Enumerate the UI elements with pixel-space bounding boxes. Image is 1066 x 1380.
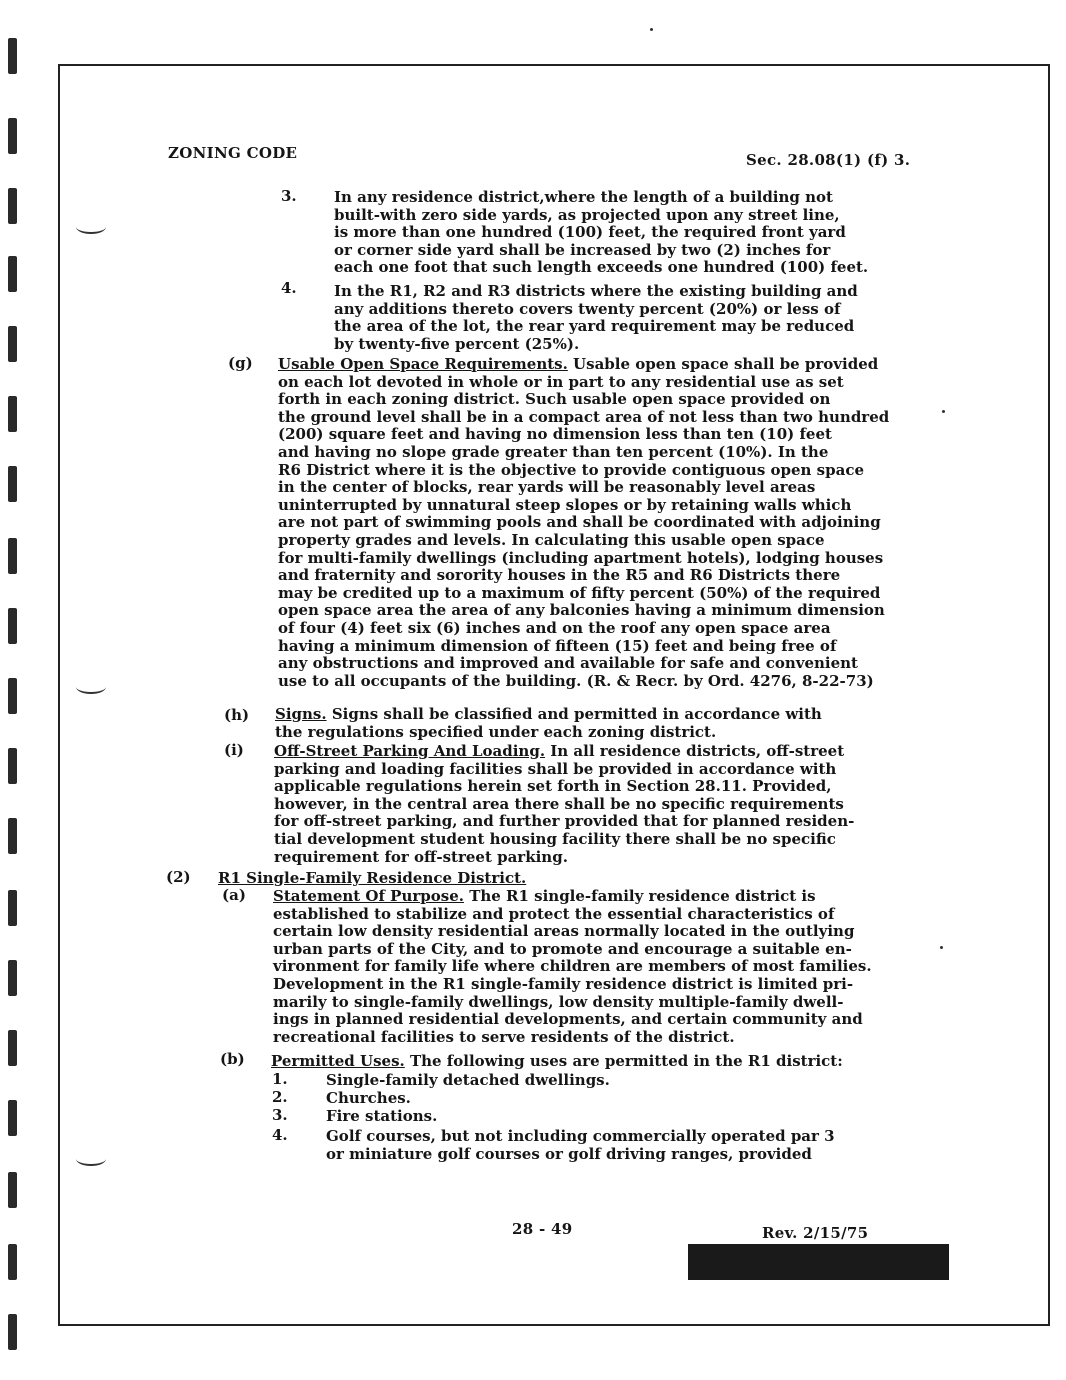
subsection-label: (b) (220, 1050, 245, 1068)
text-line: urban parts of the City, and to promote and encourage a suitable en- (273, 939, 852, 958)
text-line: however, in the central area there shall be no specific requirements (274, 794, 844, 813)
text-line: parking and loading facilities shall be provided in accordance with (274, 759, 837, 778)
text-line: ings in planned residential developments, and certain community and (273, 1010, 863, 1029)
punch-hole (8, 1100, 17, 1136)
punch-hole (8, 118, 17, 154)
punch-hole (8, 188, 17, 224)
text-line: is more than one hundred (100) feet, the required front yard (334, 223, 846, 242)
item-number: 3. (281, 187, 297, 205)
document-title: ZONING CODE (168, 144, 298, 162)
text-line: use to all occupants of the building. (R. & Recr. by Ord. 4276, 8-22-73) (278, 671, 874, 690)
text-line: each one foot that such length exceeds one hundred (100) feet. (334, 258, 869, 277)
item-number: 4. (281, 279, 297, 297)
punch-hole (8, 256, 17, 292)
punch-hole (8, 748, 17, 784)
subsection-heading: Statement Of Purpose. (273, 887, 464, 905)
signs-paragraph (275, 706, 822, 741)
text-line: (200) square feet and having no dimension less than ten (10) feet (278, 425, 832, 444)
punch-hole (8, 466, 17, 502)
text-line: and having no slope grade greater than ten percent (10%). In the (278, 442, 829, 461)
text-line: Golf courses, but not including commercially operated par 3 (326, 1127, 835, 1145)
text-line: and fraternity and sorority houses in the R5 and R6 Districts there (278, 566, 841, 585)
item-f3-text (334, 189, 868, 277)
text-line: the regulations specified under each zoning district. (275, 722, 717, 741)
redaction-bar (688, 1244, 949, 1280)
subsection-heading: Permitted Uses. (271, 1052, 405, 1070)
usable-open-space-paragraph (278, 356, 889, 690)
list-item: Fire stations. (326, 1107, 438, 1125)
text-line: by twenty-five percent (25%). (334, 334, 580, 353)
text-line: In any residence district,where the length of a building not (334, 188, 833, 206)
punch-hole (8, 608, 17, 644)
text-line: The following uses are permitted in the R1 district: (404, 1052, 843, 1070)
section-label: (2) (166, 868, 191, 886)
text-line: of four (4) feet six (6) inches and on the roof any open space area (278, 618, 831, 637)
punch-hole (8, 1314, 17, 1350)
permitted-uses-paragraph (271, 1053, 843, 1071)
subsection-heading: Usable Open Space Requirements. (278, 355, 568, 373)
punch-hole (8, 890, 17, 926)
item-f4-text (334, 283, 858, 353)
list-item (326, 1128, 835, 1163)
text-line: may be credited up to a maximum of fifty percent (50%) of the required (278, 583, 881, 602)
text-line: for off-street parking, and further provided that for planned residen- (274, 812, 855, 831)
text-line: having a minimum dimension of fifteen (15) feet and being free of (278, 636, 837, 655)
text-line: for multi-family dwellings (including apartment hotels), lodging houses (278, 548, 884, 567)
text-line: in the center of blocks, rear yards will be reasonably level areas (278, 478, 816, 497)
text-line: Development in the R1 single-family residence district is limited pri- (273, 974, 854, 993)
list-number: 2. (272, 1088, 288, 1106)
text-line: established to stabilize and protect the essential characteristics of (273, 904, 835, 923)
text-line: on each lot devoted in whole or in part to any residential use as set (278, 372, 844, 391)
text-line: certain low density residential areas normally located in the outlying (273, 922, 855, 941)
text-line: In all residence districts, off-street (545, 742, 845, 760)
subsection-heading: Off-Street Parking And Loading. (274, 742, 546, 760)
text-line: forth in each zoning district. Such usable open space provided on (278, 390, 831, 409)
revision-date: Rev. 2/15/75 (762, 1224, 869, 1242)
scan-speck (650, 28, 653, 31)
subsection-label: (i) (224, 741, 244, 759)
punch-hole (8, 818, 17, 854)
subsection-heading: Signs. (275, 705, 327, 723)
statement-of-purpose-paragraph (273, 888, 872, 1046)
list-number: 3. (272, 1106, 288, 1124)
text-line: requirement for off-street parking. (274, 847, 568, 866)
punch-hole (8, 538, 17, 574)
text-line: Usable open space shall be provided (567, 355, 879, 373)
punch-hole (8, 38, 17, 74)
punch-hole (8, 678, 17, 714)
text-line: marily to single-family dwellings, low density multiple-family dwell- (273, 992, 844, 1011)
list-item: Single-family detached dwellings. (326, 1071, 610, 1089)
section-reference: Sec. 28.08(1) (f) 3. (746, 151, 911, 169)
punch-hole (8, 1172, 17, 1208)
text-line: the area of the lot, the rear yard requirement may be reduced (334, 317, 855, 336)
list-number: 1. (272, 1070, 288, 1088)
text-line: vironment for family life where children are members of most families. (273, 957, 872, 976)
text-line: In the R1, R2 and R3 districts where the existing building and (334, 282, 858, 300)
text-line: uninterrupted by unnatural steep slopes or by retaining walls which (278, 495, 852, 514)
text-line: recreational facilities to serve residents of the district. (273, 1027, 735, 1046)
text-line: tial development student housing facility there shall be no specific (274, 829, 836, 848)
text-line: any obstructions and improved and available for safe and convenient (278, 654, 858, 673)
section-heading: R1 Single-Family Residence District. (218, 869, 527, 887)
text-line: The R1 single-family residence district is (463, 887, 816, 905)
punch-hole (8, 396, 17, 432)
off-street-parking-paragraph (274, 743, 854, 866)
text-line: or corner side yard shall be increased by two (2) inches for (334, 240, 831, 259)
text-line: are not part of swimming pools and shall be coordinated with adjoining (278, 513, 881, 532)
text-line: any additions thereto covers twenty percent (20%) or less of (334, 299, 841, 318)
text-line: R6 District where it is the objective to provide contiguous open space (278, 460, 864, 479)
list-number: 4. (272, 1126, 288, 1144)
punch-hole (8, 960, 17, 996)
punch-hole (8, 1030, 17, 1066)
punch-hole (8, 1244, 17, 1280)
page-number: 28 - 49 (512, 1220, 573, 1238)
text-line: the ground level shall be in a compact area of not less than two hundred (278, 407, 890, 426)
subsection-label: (h) (224, 706, 250, 724)
subsection-label: (a) (222, 886, 246, 904)
subsection-label: (g) (228, 354, 253, 372)
text-line: or miniature golf courses or golf driving ranges, provided (326, 1144, 812, 1163)
text-line: built-with zero side yards, as projected upon any street line, (334, 205, 840, 224)
punch-hole (8, 326, 17, 362)
text-line: applicable regulations herein set forth in Section 28.11. Provided, (274, 777, 832, 796)
list-item: Churches. (326, 1089, 411, 1107)
text-line: Signs shall be classified and permitted in accordance with (326, 705, 822, 723)
text-line: property grades and levels. In calculating this usable open space (278, 530, 825, 549)
text-line: open space area the area of any balconies having a minimum dimension (278, 601, 885, 620)
